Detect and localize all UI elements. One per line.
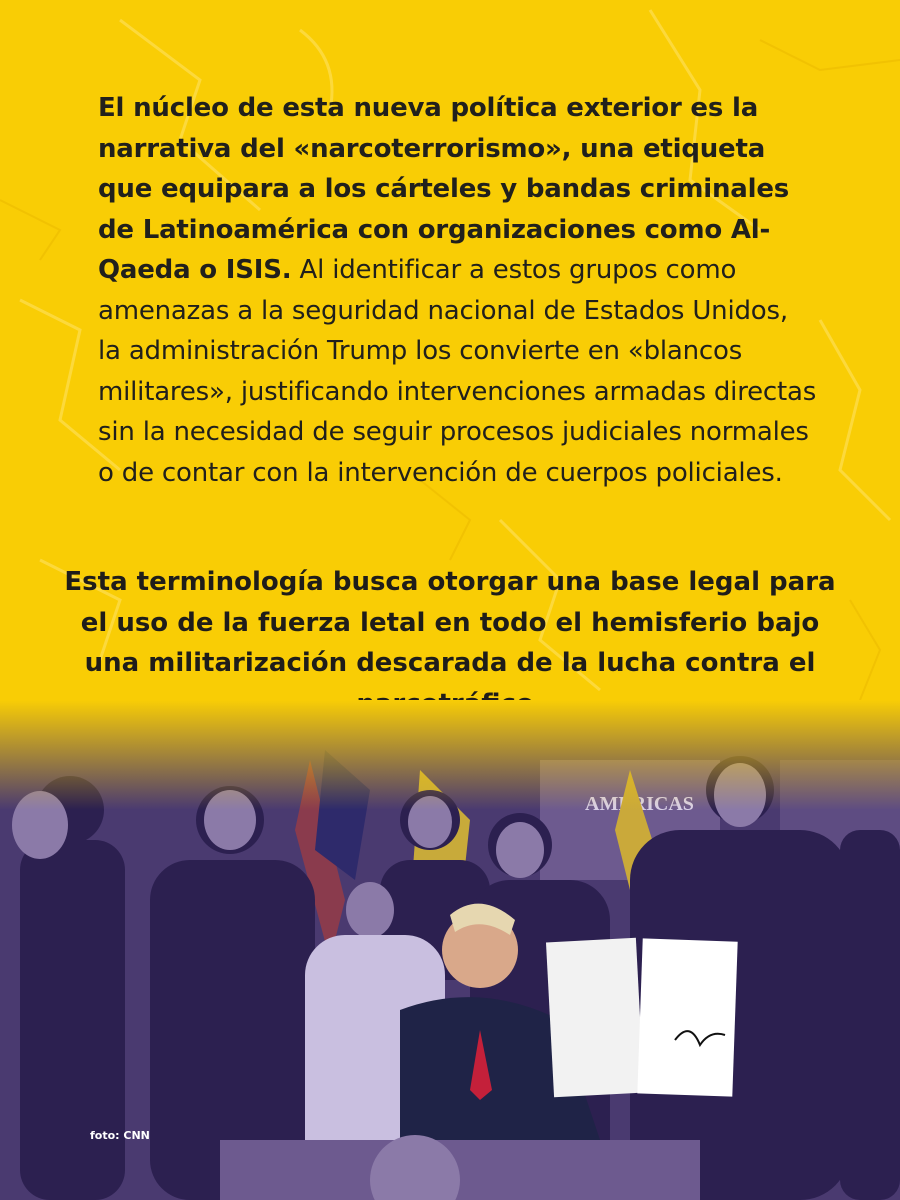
paragraph-bold-lead: El núcleo de esta nueva política exterior es la narrativa del «narcoterrorismo», una etiqueta que equipara a los cárteles y bandas criminales de Latinoamérica con organizaciones como Al-Qaeda o ISIS. (98, 93, 790, 285)
main-paragraph (98, 88, 818, 493)
photo-credit: foto: CNN (90, 1129, 150, 1142)
highlight-quote: Esta terminología busca otorgar una base legal para el uso de la fuerza letal en todo el hemisferio bajo una militarización descarada de la lucha contra el (64, 567, 836, 678)
event-photo (0, 700, 900, 1200)
paragraph-body: Al identificar a estos grupos como amenazas a la seguridad nacional de Estados Unidos, la administración Trump los convierte en «blancos militares», justificando intervenciones armadas directas sin la necesidad de seguir procesos judiciales normales o de contar con la intervención de cuerpos policiales. (98, 255, 817, 488)
